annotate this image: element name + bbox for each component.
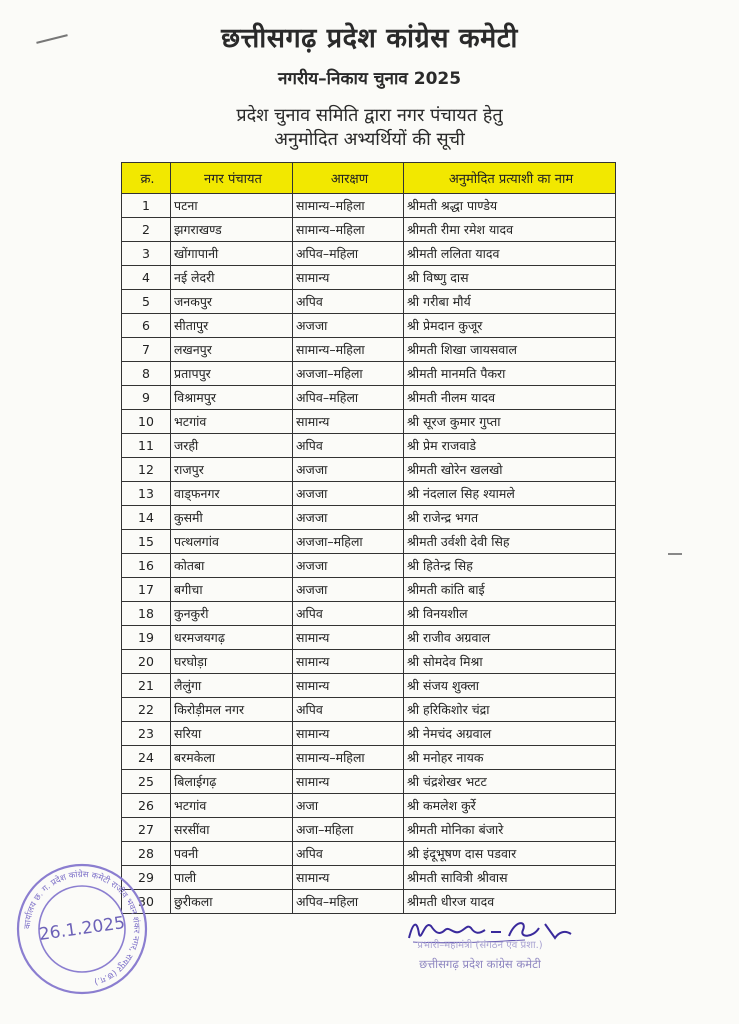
cell-nagar-panchayat: छुरीकला xyxy=(171,890,293,914)
cell-candidate: श्रीमती शिखा जायसवाल xyxy=(404,338,616,362)
cell-candidate: श्री कमलेश कुर्रे xyxy=(404,794,616,818)
cell-candidate: श्रीमती ललिता यादव xyxy=(404,242,616,266)
column-header-candidate: अनुमोदित प्रत्याशी का नाम xyxy=(404,163,616,194)
cell-candidate: श्री नेमचंद अग्रवाल xyxy=(404,722,616,746)
seal-date: 26.1.2025 xyxy=(37,913,127,945)
cell-reservation: सामान्य xyxy=(293,770,404,794)
cell-serial: 1 xyxy=(122,194,171,218)
cell-nagar-panchayat: कुनकुरी xyxy=(171,602,293,626)
cell-candidate: श्री नंदलाल सिह श्यामले xyxy=(404,482,616,506)
document-subtitle: नगरीय–निकाय चुनाव 2025 xyxy=(277,69,462,89)
cell-nagar-panchayat: पटना xyxy=(171,194,293,218)
cell-reservation: अजजा xyxy=(293,314,404,338)
cell-nagar-panchayat: लैलुंगा xyxy=(171,674,293,698)
cell-reservation: सामान्य–महिला xyxy=(293,338,404,362)
cell-nagar-panchayat: धरमजयगढ़ xyxy=(171,626,293,650)
cell-serial: 3 xyxy=(122,242,171,266)
signatory-title: प्रभारी–महामंत्री (संगठन एवं प्रशा.) xyxy=(417,940,543,951)
table-row xyxy=(122,554,616,578)
table-row xyxy=(122,410,616,434)
cell-nagar-panchayat: खोंगापानी xyxy=(171,242,293,266)
cell-serial: 18 xyxy=(122,602,171,626)
cell-nagar-panchayat: भटगांव xyxy=(171,794,293,818)
cell-candidate: श्रीमती मोनिका बंजारे xyxy=(404,818,616,842)
table-row xyxy=(122,746,616,770)
table-row xyxy=(122,506,616,530)
cell-reservation: सामान्य–महिला xyxy=(293,746,404,770)
cell-nagar-panchayat: नई लेदरी xyxy=(171,266,293,290)
table-row xyxy=(122,674,616,698)
signatory-block xyxy=(330,936,630,974)
table-row xyxy=(122,434,616,458)
cell-candidate: श्री राजेन्द्र भगत xyxy=(404,506,616,530)
cell-serial: 12 xyxy=(122,458,171,482)
cell-candidate: श्री विष्णु दास xyxy=(404,266,616,290)
table-row xyxy=(122,842,616,866)
column-header-serial: क्र. xyxy=(122,163,171,194)
table-row xyxy=(122,890,616,914)
cell-serial: 27 xyxy=(122,818,171,842)
cell-candidate: श्रीमती उर्वशी देवी सिह xyxy=(404,530,616,554)
table-row xyxy=(122,338,616,362)
cell-reservation: सामान्य–महिला xyxy=(293,194,404,218)
cell-nagar-panchayat: विश्रामपुर xyxy=(171,386,293,410)
cell-nagar-panchayat: बरमकेला xyxy=(171,746,293,770)
table-row xyxy=(122,242,616,266)
cell-reservation: सामान्य xyxy=(293,650,404,674)
cell-candidate: श्री मनोहर नायक xyxy=(404,746,616,770)
cell-serial: 21 xyxy=(122,674,171,698)
table-row xyxy=(122,866,616,890)
cell-serial: 17 xyxy=(122,578,171,602)
table-body xyxy=(122,194,616,914)
cell-serial: 26 xyxy=(122,794,171,818)
cell-serial: 14 xyxy=(122,506,171,530)
cell-reservation: अपिव–महिला xyxy=(293,890,404,914)
cell-nagar-panchayat: सरिया xyxy=(171,722,293,746)
cell-candidate: श्रीमती रीमा रमेश यादव xyxy=(404,218,616,242)
table-row xyxy=(122,794,616,818)
cell-serial: 5 xyxy=(122,290,171,314)
cell-nagar-panchayat: लखनपुर xyxy=(171,338,293,362)
table-row xyxy=(122,530,616,554)
cell-serial: 6 xyxy=(122,314,171,338)
table-row xyxy=(122,578,616,602)
cell-reservation: सामान्य xyxy=(293,626,404,650)
cell-reservation: अपिव–महिला xyxy=(293,242,404,266)
cell-nagar-panchayat: कुसमी xyxy=(171,506,293,530)
column-header-nagar-panchayat: नगर पंचायत xyxy=(171,163,293,194)
cell-nagar-panchayat: वाड्फनगर xyxy=(171,482,293,506)
cell-reservation: अपिव xyxy=(293,842,404,866)
table-row xyxy=(122,266,616,290)
cell-reservation: अजजा xyxy=(293,458,404,482)
cell-serial: 28 xyxy=(122,842,171,866)
cell-nagar-panchayat: झगराखण्ड xyxy=(171,218,293,242)
cell-reservation: सामान्य xyxy=(293,266,404,290)
cell-nagar-panchayat: जनकपुर xyxy=(171,290,293,314)
table-row xyxy=(122,218,616,242)
cell-reservation: अजजा xyxy=(293,506,404,530)
cell-candidate: श्री विनयशील xyxy=(404,602,616,626)
cell-candidate: श्री सूरज कुमार गुप्ता xyxy=(404,410,616,434)
cell-candidate: श्री सोमदेव मिश्रा xyxy=(404,650,616,674)
cell-candidate: श्री प्रेम राजवाडे xyxy=(404,434,616,458)
cell-serial: 23 xyxy=(122,722,171,746)
cell-candidate: श्री हरिकिशोर चंद्रा xyxy=(404,698,616,722)
cell-nagar-panchayat: प्रतापपुर xyxy=(171,362,293,386)
cell-serial: 4 xyxy=(122,266,171,290)
table-row xyxy=(122,770,616,794)
table-row xyxy=(122,458,616,482)
cell-nagar-panchayat: पवनी xyxy=(171,842,293,866)
cell-candidate: श्रीमती नीलम यादव xyxy=(404,386,616,410)
cell-nagar-panchayat: पत्थलगांव xyxy=(171,530,293,554)
table-row xyxy=(122,290,616,314)
cell-reservation: अजजा xyxy=(293,482,404,506)
cell-serial: 16 xyxy=(122,554,171,578)
list-heading-line1: प्रदेश चुनाव समिति द्वारा नगर पंचायत हेतु xyxy=(236,105,503,126)
table-row xyxy=(122,818,616,842)
signatory-organization: छत्तीसगढ़ प्रदेश कांग्रेस कमेटी xyxy=(419,957,541,971)
cell-candidate: श्री इंदूभूषण दास पडवार xyxy=(404,842,616,866)
cell-serial: 13 xyxy=(122,482,171,506)
cell-reservation: अपिव xyxy=(293,602,404,626)
cell-reservation: अजा xyxy=(293,794,404,818)
cell-candidate: श्रीमती धीरज यादव xyxy=(404,890,616,914)
list-heading-line2: अनुमोदित अभ्यर्थियों की सूची xyxy=(274,129,465,150)
cell-serial: 30 xyxy=(122,890,171,914)
cell-serial: 19 xyxy=(122,626,171,650)
column-header-reservation: आरक्षण xyxy=(293,163,404,194)
cell-serial: 7 xyxy=(122,338,171,362)
cell-serial: 9 xyxy=(122,386,171,410)
cell-serial: 11 xyxy=(122,434,171,458)
cell-candidate: श्री राजीव अग्रवाल xyxy=(404,626,616,650)
cell-nagar-panchayat: जरही xyxy=(171,434,293,458)
cell-nagar-panchayat: बगीचा xyxy=(171,578,293,602)
table-row xyxy=(122,602,616,626)
cell-candidate: श्रीमती खोरेन खलखो xyxy=(404,458,616,482)
cell-reservation: सामान्य xyxy=(293,722,404,746)
table-row xyxy=(122,650,616,674)
cell-candidate: श्रीमती मानमति पैकरा xyxy=(404,362,616,386)
table-row xyxy=(122,386,616,410)
cell-candidate: श्री हितेन्द्र सिह xyxy=(404,554,616,578)
document-title: छत्तीसगढ़ प्रदेश कांग्रेस कमेटी xyxy=(221,23,518,54)
cell-candidate: श्री प्रेमदान कुजूर xyxy=(404,314,616,338)
cell-nagar-panchayat: घरघोड़ा xyxy=(171,650,293,674)
cell-reservation: अपिव xyxy=(293,434,404,458)
cell-candidate: श्रीमती कांति बाई xyxy=(404,578,616,602)
cell-serial: 22 xyxy=(122,698,171,722)
cell-nagar-panchayat: राजपुर xyxy=(171,458,293,482)
cell-reservation: अजा–महिला xyxy=(293,818,404,842)
cell-serial: 15 xyxy=(122,530,171,554)
cell-nagar-panchayat: सीतापुर xyxy=(171,314,293,338)
cell-serial: 8 xyxy=(122,362,171,386)
cell-nagar-panchayat: कोतबा xyxy=(171,554,293,578)
cell-reservation: अपिव–महिला xyxy=(293,386,404,410)
table-row xyxy=(122,722,616,746)
cell-nagar-panchayat: पाली xyxy=(171,866,293,890)
table-row xyxy=(122,626,616,650)
cell-serial: 20 xyxy=(122,650,171,674)
cell-nagar-panchayat: बिलाईगढ़ xyxy=(171,770,293,794)
cell-serial: 24 xyxy=(122,746,171,770)
cell-reservation: अजजा xyxy=(293,578,404,602)
cell-reservation: अपिव xyxy=(293,698,404,722)
cell-reservation: अजजा–महिला xyxy=(293,362,404,386)
table-row xyxy=(122,362,616,386)
cell-serial: 25 xyxy=(122,770,171,794)
cell-reservation: अजजा xyxy=(293,554,404,578)
cell-candidate: श्रीमती सावित्री श्रीवास xyxy=(404,866,616,890)
cell-candidate: श्री चंद्रशेखर भटट xyxy=(404,770,616,794)
table-header-row xyxy=(122,163,616,194)
cell-serial: 10 xyxy=(122,410,171,434)
office-seal-stamp xyxy=(14,862,150,996)
table-row xyxy=(122,194,616,218)
cell-reservation: अजजा–महिला xyxy=(293,530,404,554)
table-row xyxy=(122,482,616,506)
seal-ring-text: कार्यालय छ. ग. प्रदेश कांग्रेस कमेटी राजीव भवन शंकर नगर, रायपुर (छ.ग.) xyxy=(22,869,142,987)
cell-nagar-panchayat: भटगांव xyxy=(171,410,293,434)
cell-nagar-panchayat: किरोड़ीमल नगर xyxy=(171,698,293,722)
cell-serial: 29 xyxy=(122,866,171,890)
table-row xyxy=(122,698,616,722)
candidates-table xyxy=(121,162,616,914)
list-heading xyxy=(0,104,739,152)
cell-reservation: सामान्य xyxy=(293,866,404,890)
cell-reservation: सामान्य xyxy=(293,410,404,434)
cell-candidate: श्री संजय शुक्ला xyxy=(404,674,616,698)
cell-reservation: अपिव xyxy=(293,290,404,314)
cell-nagar-panchayat: सरसींवा xyxy=(171,818,293,842)
table-row xyxy=(122,314,616,338)
margin-dash-mark xyxy=(668,553,682,555)
cell-candidate: श्रीमती श्रद्धा पाण्डेय xyxy=(404,194,616,218)
cell-reservation: सामान्य xyxy=(293,674,404,698)
cell-candidate: श्री गरीबा मौर्य xyxy=(404,290,616,314)
cell-reservation: सामान्य–महिला xyxy=(293,218,404,242)
cell-serial: 2 xyxy=(122,218,171,242)
